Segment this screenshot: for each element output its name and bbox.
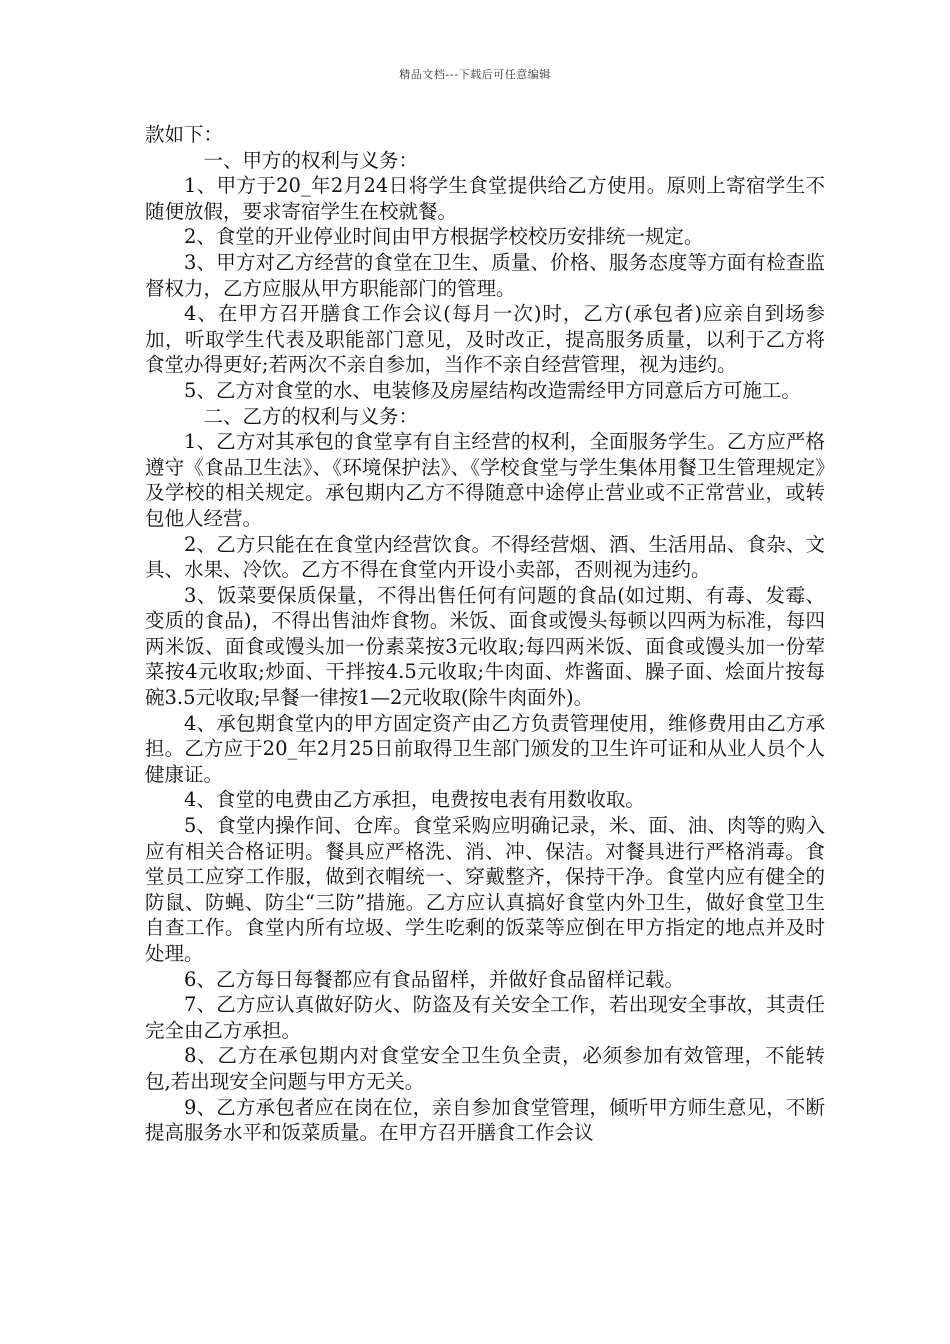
document-body <box>145 122 825 1146</box>
paragraph: 8、乙方在承包期内对食堂安全卫生负全责，必须参加有效管理，不能转包,若出现安全问题与甲方无关。 <box>145 1044 825 1093</box>
paragraph: 3、甲方对乙方经营的食堂在卫生、质量、价格、服务态度等方面有检查监督权力，乙方应服从甲方职能部门的管理。 <box>145 250 825 300</box>
paragraph: 2、食堂的开业停业时间由甲方根据学校校历安排统一规定。 <box>184 225 704 249</box>
section-heading-party-a: 一、甲方的权利与义务： <box>203 148 419 172</box>
paragraph: 5、食堂内操作间、仓库。食堂采购应明确记录，米、面、油、肉等的购入应有相关合格证明。餐具应严格洗、消、冲、保洁。对餐具进行严格消毒。食堂员工应穿工作服，做到衣帽统一、穿戴整齐，保持干净。食堂内应有健全的防鼠、防蝇、防尘“三防”措施。乙方应认真搞好食堂内外卫生，做好食堂卫生自查工作。食堂内所有垃圾、学生吃剩的饭菜等应倒在甲方指定的地点并及时处理。 <box>145 814 825 965</box>
paragraph: 6、乙方每日每餐都应有食品留样，并做好食品留样记载。 <box>184 967 684 991</box>
paragraph: 3、饭菜要保质保量，不得出售任何有问题的食品(如过期、有毒、发霉、变质的食品)，不得出售油炸食物。米饭、面食或馒头每顿以四两为标准，每四两米饭、面食或馒头加一份素菜按3元收取;每四两米饭、面食或馒头加一份荤菜按4元收取;炒面、干拌按4.5元收取;牛肉面、炸酱面、臊子面、烩面片按每碗3.5元收取;早餐一律按1—2元收取(除牛肉面外)。 <box>145 583 825 710</box>
paragraph: 4、食堂的电费由乙方承担，电费按电表有用数收取。 <box>184 788 645 812</box>
paragraph: 4、承包期食堂内的甲方固定资产由乙方负责管理使用，维修费用由乙方承担。乙方应于20_年2月25日前取得卫生部门颁发的卫生许可证和从业人员个人健康证。 <box>145 711 825 786</box>
paragraph-intro: 款如下： <box>145 123 224 146</box>
page-header: 精品文档---下载后可任意编辑 <box>399 68 551 81</box>
paragraph: 9、乙方承包者应在岗在位，亲自参加食堂管理，倾听甲方师生意见，不断提高服务水平和饭菜质量。在甲方召开膳食工作会议 <box>145 1095 825 1145</box>
paragraph: 5、乙方对食堂的水、电装修及房屋结构改造需经甲方同意后方可施工。 <box>184 378 801 402</box>
paragraph: 2、乙方只能在在食堂内经营饮食。不得经营烟、酒、生活用品、食杂、文具、水果、冷饮。乙方不得在食堂内开设小卖部，否则视为违约。 <box>145 532 825 582</box>
paragraph: 1、乙方对其承包的食堂享有自主经营的权利，全面服务学生。乙方应严格遵守《食品卫生法》、《环境保护法》、《学校食堂与学生集体用餐卫生管理规定》及学校的相关规定。承包期内乙方不得随意中途停止营业或不正常营业，或转包他人经营。 <box>145 430 825 530</box>
paragraph: 7、乙方应认真做好防火、防盗及有关安全工作，若出现安全事故，其责任完全由乙方承担。 <box>145 993 825 1042</box>
paragraph: 4、在甲方召开膳食工作会议(每月一次)时，乙方(承包者)应亲自到场参加，听取学生代表及职能部门意见，及时改正，提高服务质量，以利于乙方将食堂办得更好;若两次不亲自参加，当作不亲自经营管理，视为违约。 <box>145 302 825 377</box>
paragraph: 1、甲方于20_年2月24日将学生食堂提供给乙方使用。原则上寄宿学生不随便放假，要求寄宿学生在校就餐。 <box>145 174 825 223</box>
section-heading-party-b: 二、乙方的权利与义务： <box>203 404 419 428</box>
